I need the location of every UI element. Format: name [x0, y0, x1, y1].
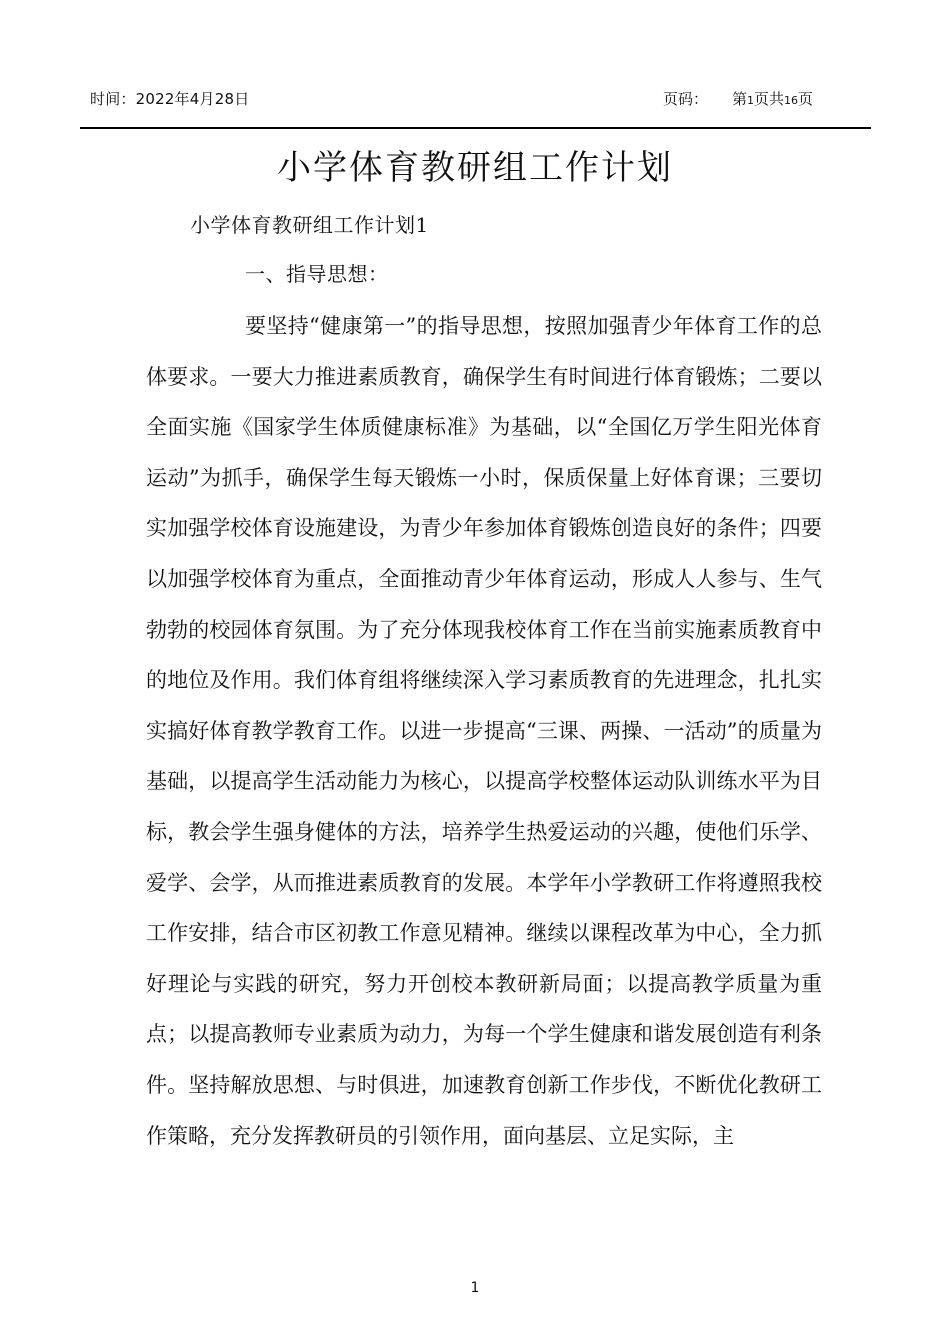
footer-page-number: 1: [470, 1280, 480, 1296]
header-date: 时间：2022年4月28日: [90, 90, 250, 108]
current-page-number: 1: [747, 94, 755, 107]
page-middle: 页共: [754, 90, 785, 108]
body-paragraph: 要坚持“健康第一”的指导思想，按照加强青少年体育工作的总体要求。一要大力推进素质教育，确保学生有时间进行体育锻炼；二要以全面实施《国家学生体质健康标准》为基础，以“全国亿万学生阳光体育运动”为抓手，确保学生每天锻炼一小时，保质保量上好体育课；三要切实加强学校体育设施建设，为青少年参加体育锻炼创造良好的条件；四要以加强学校体育为重点，全面推动青少年体育运动，形成人人参与、生气勃勃的校园体育氛围。为了充分体现我校体育工作在当前实施素质教育中的地位及作用。我们体育组将继续深入学习素质教育的先进理念，扎扎实实搞好体育教学教育工作。以进一步提高“三课、两操、一活动”的质量为基础，以提高学生活动能力为核心，以提高学校整体运动队训练水平为目标，教会学生强身健体的方法，培养学生热爱运动的兴趣，使他们乐学、爱学、会学，从而推进素质教育的发展。本学年小学教研工作将遵照我校工作安排，结合市区初教工作意见精神。继续以课程改革为中心，全力抓好理论与实践的研究，努力开创校本教研新局面；以提高教学质量为重点；以提高教师专业素质为动力，为每一个学生健康和谐发展创造有利条件。坚持解放思想、与时俱进，加速教育创新工作步伐，不断优化教研工作策略，充分发挥教研员的引领作用，面向基层、立足实际，主: [146, 314, 822, 1148]
document-title: 小学体育教研组工作计划: [277, 148, 673, 188]
header-page-info: [663, 88, 813, 109]
page-prefix: 第: [732, 90, 748, 108]
page-label: 页码：: [663, 90, 709, 108]
document-subtitle: 小学体育教研组工作计划1: [190, 213, 429, 237]
total-pages-number: 16: [784, 94, 799, 107]
section-heading: 一、指导思想：: [245, 262, 389, 286]
page-count: [732, 90, 813, 108]
page-suffix: 页: [798, 90, 814, 108]
header-divider: [80, 127, 871, 129]
